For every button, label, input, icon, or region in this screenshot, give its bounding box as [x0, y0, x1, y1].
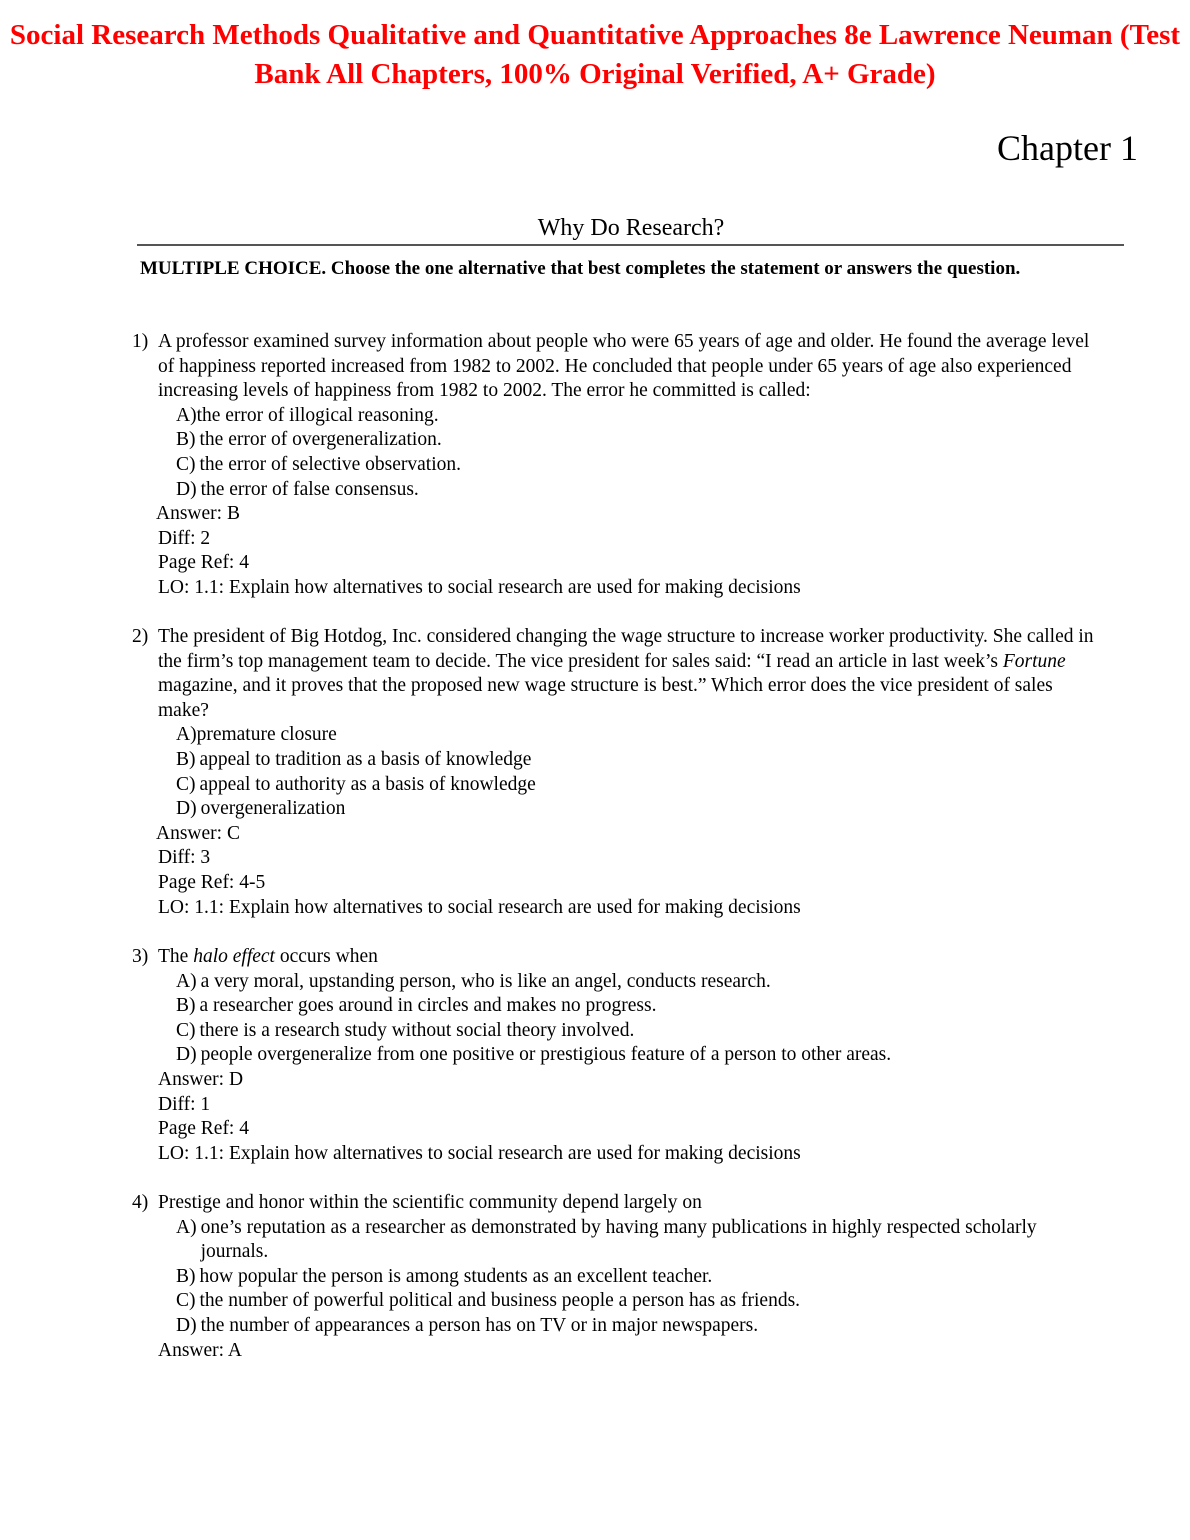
question-stem	[132, 625, 1102, 723]
page-ref: Page Ref: 4-5	[158, 871, 266, 893]
choice-a: A) one’s reputation as a researcher as demonstrated by having many publications in highly respected scholarly journals.	[176, 1216, 1037, 1263]
question-text: Prestige and honor within the scientific community depend largely on	[158, 1192, 702, 1213]
choice-list	[132, 970, 1102, 1068]
choice-b: B) how popular the person is among students as an excellent teacher.	[176, 1265, 713, 1287]
document-title: Social Research Methods Qualitative and Quantitative Approaches 8e Lawrence Neuman (Test Bank All Chapters, 100% Original Verified, A+ Grade)	[9, 19, 1181, 90]
question-meta	[132, 822, 1102, 920]
question-2	[132, 625, 1102, 920]
page-ref: Page Ref: 4	[158, 552, 249, 574]
question-1	[132, 330, 1102, 601]
answer: Answer: C	[156, 822, 240, 844]
choice-list	[132, 723, 1102, 821]
question-number: 2)	[132, 626, 149, 647]
difficulty: Diff: 3	[158, 847, 211, 869]
instructions: MULTIPLE CHOICE. Choose the one alternative that best completes the statement or answers the question.	[140, 258, 1021, 279]
choice-c: C) there is a research study without social theory involved.	[176, 1019, 635, 1041]
question-stem	[132, 1191, 1102, 1216]
choice-d: D) people overgeneralize from one positive or prestigious feature of a person to other areas.	[176, 1044, 892, 1066]
choice-list	[132, 1216, 1056, 1339]
learning-objective: LO: 1.1: Explain how alternatives to social research are used for making decisions	[158, 896, 801, 918]
choice-a: A) the error of illogical reasoning.	[176, 404, 439, 426]
learning-objective: LO: 1.1: Explain how alternatives to social research are used for making decisions	[158, 576, 801, 598]
difficulty: Diff: 1	[158, 1093, 211, 1115]
question-stem	[132, 330, 1102, 404]
answer: Answer: B	[156, 503, 240, 525]
question-stem	[132, 945, 1102, 970]
chapter-heading: Chapter 1	[997, 128, 1138, 168]
choice-list	[132, 404, 1102, 502]
section-divider	[137, 244, 1124, 246]
choice-d: D) overgeneralization	[176, 798, 346, 820]
question-number: 4)	[132, 1192, 149, 1213]
choice-c: C) the number of powerful political and business people a person has as friends.	[176, 1290, 801, 1312]
question-number: 1)	[132, 331, 149, 352]
learning-objective: LO: 1.1: Explain how alternatives to social research are used for making decisions	[158, 1142, 801, 1164]
answer: Answer: A	[158, 1339, 242, 1361]
section-title: Why Do Research?	[537, 215, 725, 241]
choice-c: C) appeal to authority as a basis of knowledge	[176, 773, 536, 795]
choice-b: B) appeal to tradition as a basis of knowledge	[176, 748, 532, 770]
choice-a: A) a very moral, upstanding person, who is like an angel, conducts research.	[176, 970, 771, 992]
page-ref: Page Ref: 4	[158, 1118, 249, 1140]
choice-b: B) the error of overgeneralization.	[176, 429, 442, 451]
choice-c: C) the error of selective observation.	[176, 453, 462, 475]
choice-d: D) the number of appearances a person has on TV or in major newspapers.	[176, 1314, 759, 1336]
question-meta	[132, 1339, 1102, 1364]
question-text: The halo effect occurs when	[158, 946, 378, 967]
choice-a: A) premature closure	[176, 724, 337, 746]
question-meta	[132, 502, 1102, 600]
question-number: 3)	[132, 946, 149, 967]
difficulty: Diff: 2	[158, 527, 211, 549]
question-3	[132, 945, 1102, 1166]
question-text: A professor examined survey information about people who were 65 years of age and older. He found the average level of happiness reported increased from 1982 to 2002. He concluded that people under 65 years of age also experienced increasing levels of happiness from 1982 to 2002. The error he committed is called:	[158, 331, 1090, 402]
choice-b: B) a researcher goes around in circles and makes no progress.	[176, 995, 657, 1017]
question-text: The president of Big Hotdog, Inc. considered changing the wage structure to increase worker productivity. She called in the firm’s top management team to decide. The vice president for sales said: “I read an article in last week’s Fortune magazine, and it proves that the proposed new wage structure is best.” Which error does the vice president of sales make?	[158, 626, 1094, 721]
answer: Answer: D	[158, 1068, 244, 1090]
question-meta	[132, 1068, 1102, 1166]
choice-d: D) the error of false consensus.	[176, 478, 419, 500]
question-4	[132, 1191, 1102, 1363]
